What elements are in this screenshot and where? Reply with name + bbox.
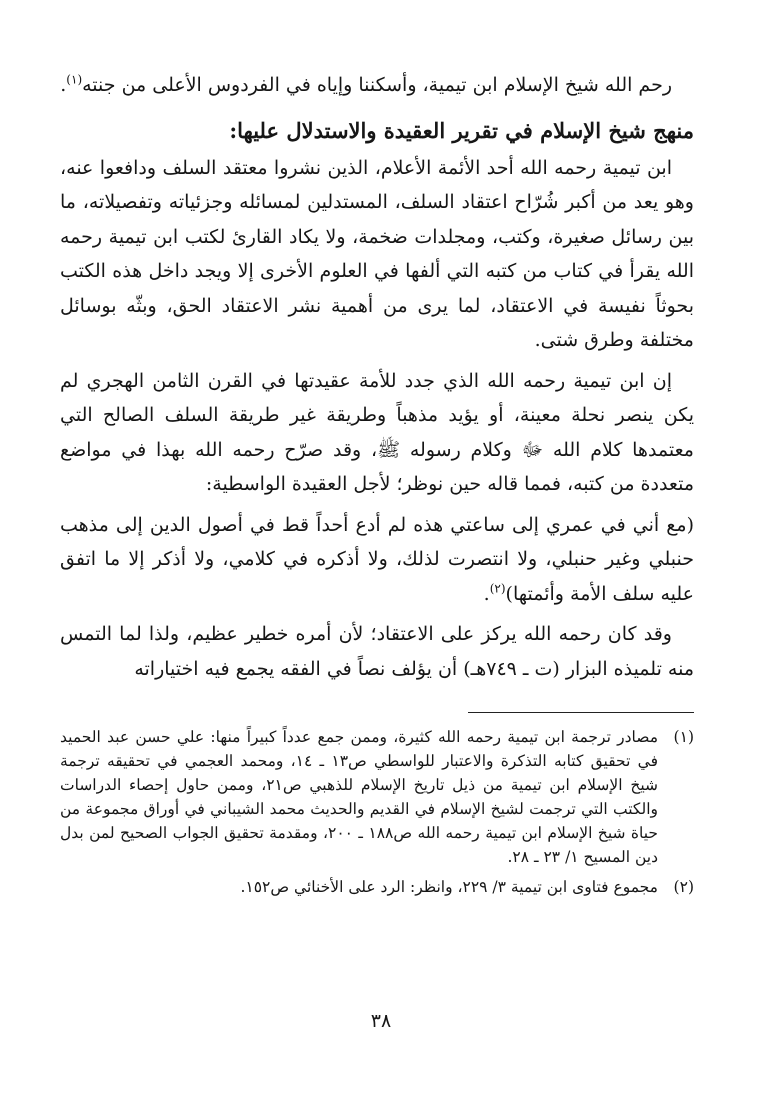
page-content [60,68,694,899]
footnote-ref-2[interactable]: (٢) [489,581,506,596]
footnote-number: (٢) [673,878,694,896]
quote-end: . [483,582,490,605]
intro-paragraph [60,68,694,103]
footnote-1 [60,725,694,869]
quote-paragraph [60,508,694,612]
footnote-number: (١) [673,728,694,746]
paragraph-2: إن ابن تيمية رحمه الله الذي جدد للأمة عقيدتها في القرن الثامن الهجري لم يكن ينصر نحلة معينة، أو يؤيد مذهباً وطريقة غير طريقة السلف الصالح التي معتمدها كلام الله ﷻ وكلام رسوله ﷺ، وقد صرّح رحمه الله بهذا في مواضع متعددة من كتبه، فمما قاله حين نوظر؛ لأجل العقيدة الواسطية: [60,369,694,495]
quote-text: (مع أني في عمري إلى ساعتي هذه لم أدع أحداً قط في أصول الدين إلى مذهب حنبلي وغير حنبلي، ولا انتصرت لذلك، ولا أذكره في كلامي، ولا أذكر إلا ما اتفق عليه سلف الأمة وأئمتها) [60,513,694,605]
paragraph-1: ابن تيمية رحمه الله أحد الأئمة الأعلام، الذين نشروا معتقد السلف ودافعوا عنه، وهو يعد من أكبر شُرّاح اعتقاد السلف، المستدلين لمسائله وجزئياته وتفصيلاته، ما بين رسائل صغيرة، وكتب، ومجلدات ضخمة، ولا يكاد القارئ لكتب ابن تيمية رحمه الله يقرأ في كتاب من كتبه التي ألفها في العلوم الأخرى إلا ويجد داخل هذه الكتب بحوثاً نفيسة في الاعتقاد، لما يرى من أهمية نشر الاعتقاد الحق، وبثّه بوسائل مختلفة وطرق شتى. [60,156,694,351]
footnote-text: مصادر ترجمة ابن تيمية رحمه الله كثيرة، وممن جمع عدداً كبيراً منها: علي حسن عبد الحميد في تحقيق كتابه التذكرة والاعتبار للواسطي ص١٣ ـ ١٤، ومحمد العجمي في تحقيقه ترجمة شيخ الإسلام ابن تيمية من ذيل تاريخ الإسلام للذهبي ص٢١، وممن حاول إحصاء الدراسات والكتب التي ترجمت لشيخ الإسلام في القديم والحديث محمد الشيباني في أوراق مجموعة من حياة شيخ الإسلام ابن تيمية رحمه الله ص١٨٨ ـ ٢٠٠، ومقدمة تحقيق الجواب الصحيح لمن بدل دين المسيح ١/ ٢٣ ـ ٢٨. [60,728,659,866]
page-number: ٣٨ [370,1010,392,1032]
intro-end: . [60,74,67,96]
footnote-ref-1[interactable]: (١) [66,72,83,87]
footnote-2 [60,875,694,899]
section-heading: منهج شيخ الإسلام في تقرير العقيدة والاستدلال عليها: [229,117,694,143]
paragraph-4: وقد كان رحمه الله يركز على الاعتقاد؛ لأن أمره خطير عظيم، ولذا لما التمس منه تلميذه البزار (ت ـ ٧٤٩هـ) أن يؤلف نصاً في الفقه يجمع فيه اختياراته [60,623,694,680]
footnote-text: مجموع فتاوى ابن تيمية ٣/ ٢٢٩، وانظر: الرد على الأخنائي ص١٥٢. [240,878,658,896]
footnote-divider [468,712,694,713]
intro-text: رحم الله شيخ الإسلام ابن تيمية، وأسكننا وإياه في الفردوس الأعلى من جنته [82,74,672,96]
